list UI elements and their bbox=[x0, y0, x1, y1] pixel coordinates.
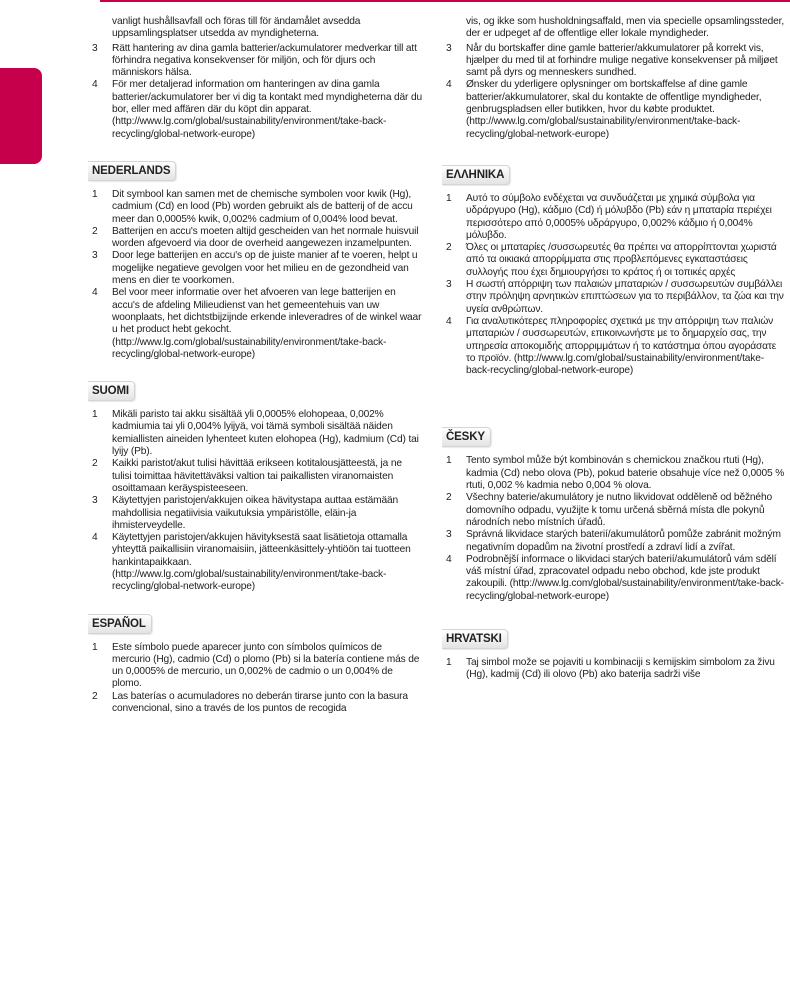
nederlands-item-1: 1 Dit symbool kan samen met de chemische symbolen voor kwik (Hg), cadmium (Cd) en lood (Pb) worden gebruikt als de batterij of de accu meer dan 0,0005% kwik, 0,002% cadmium of 0,004% lood bevat. bbox=[92, 188, 413, 225]
heading-cesky: ČESKY bbox=[442, 427, 491, 447]
cesky-item-3: 3 Správná likvidace starých baterií/akumulátorů pomůže zabránit možným negativním dopadům na životní prostředí a zdraví lidí a zvířat. bbox=[446, 529, 781, 553]
dansk-item-4: 4 Ønsker du yderligere oplysninger om bortskaffelse af dine gamle batterier/akkumulatorer, skal du kontakte de offentlige myndigheder, genbrugspladsen eller butikken, hvor du købte produktet. (http://www.lg.com/global/sustainability/environment/take-back-recycling/global-network-europe) bbox=[446, 79, 762, 140]
ellinika-item-1: 1 Αυτό το σύμβολο ενδέχεται να συνδυάζεται με χημικά σύμβολα για υδράργυρο (Hg), κάδμιο (Cd) ή μόλυβδο (Pb) εάν η μπαταρία περιέχει περισσότερο από 0,0005% υδράργυρο, 0,002% κάδμιο ή 0,004% μόλυβδο. bbox=[446, 192, 772, 241]
svenska-item-4: 4 För mer detaljerad information om hanteringen av dina gamla batterier/ackumulatorer ber vi dig ta kontakt med myndigheterna där du bor, eller med affären där du köpt din apparat. (http://www.lg.com/global/sustainability/environment/take-back-recycling/global-network-europe) bbox=[92, 79, 423, 140]
hrvatski-item-1: 1 Taj simbol može se pojaviti u kombinaciji s kemijskim simbolom za živu (Hg), kadmij (Cd) ili olovo (Pb) ako baterija sadrži više bbox=[446, 656, 775, 681]
nederlands-item-3: 3 Door lege batterijen en accu's op de juiste manier af te voeren, helpt u mogelijke negatieve gevolgen voor het milieu en de gezondheid van mens en dier te voorkomen. bbox=[92, 250, 418, 287]
cesky-item-2: 2 Všechny baterie/akumulátory je nutno likvidovat odděleně od běžného domovního odpadu, využijte k tomu určená sběrná místa dle pokynů národních nebo místních úřadů. bbox=[446, 492, 772, 528]
nederlands-item-4: 4 Bel voor meer informatie over het afvoeren van lege batterijen en accu's de afdeling Milieudienst van het gemeentehuis van uw woonplaats, het dichtstbijzijnde erkende inleveradres of de winkel waar u het product hebt gekocht. (http://www.lg.com/global/sustainability/environment/take-back-recycling/global-network-europe) bbox=[92, 287, 422, 360]
left-column bbox=[92, 16, 422, 715]
right-column bbox=[446, 16, 786, 682]
heading-hrvatski: HRVATSKI bbox=[442, 629, 508, 649]
dansk-continuation: vis, og ikke som husholdningsaffald, men via specielle opsamlingssteder, der er udpeget af de offentlige eller lokale myndigheder. bbox=[466, 16, 785, 40]
heading-espanol: ESPAÑOL bbox=[88, 614, 152, 634]
ellinika-item-3: 3 Η σωστή απόρριψη των παλαιών μπαταριών / συσσωρευτών συμβάλλει στην πρόληψη αρνητικών επιπτώσεων για το περιβάλλον, τα ζώα και την υγεία ανθρώπων. bbox=[446, 279, 784, 315]
suomi-item-1: 1 Mikäli paristo tai akku sisältää yli 0,0005% elohopeaa, 0,002% kadmiumia tai yli 0,004% lyijyä, voi tämä symboli sisältää näiden kemiallisten aineiden lyhenteet kuten elohopea (Hg), kadmium (Cd) tai lyijy (Pb). bbox=[92, 409, 419, 458]
svenska-item-3: 3 Rätt hantering av dina gamla batterier/ackumulatorer medverkar till att förhindra negativa konsekvenser för miljön, och för djurs och människors hälsa. bbox=[92, 42, 417, 79]
heading-nederlands: NEDERLANDS bbox=[88, 161, 176, 181]
ellinika-item-2: 2 Όλες οι μπαταρίες /συσσωρευτές θα πρέπει να απορρίπτονται χωριστά από τα οικιακά απορρίμματα στις προβλεπόμενες εγκαταστάσεις συλλογής που έχει δημιουργήσει το κράτος ή οι τοπικές αρχές bbox=[446, 242, 777, 278]
dansk-item-3: 3 Når du bortskaffer dine gamle batterier/akkumulatorer på korrekt vis, hjælper du med til at forhindre mulige negative konsekvenser på miljøet samt på dyrs og menneskers sundhed. bbox=[446, 42, 778, 79]
ellinika-item-4: 4 Για αναλυτικότερες πληροφορίες σχετικά με την απόρριψη των παλιών μπαταριών / συσσωρευτών, επικοινωνήστε με το δημαρχείο σας, την υπηρεσία αποκομιδής απορριμμάτων ή το κατάστημα όπου αγοράσατε το προϊόν. (http://www.lg.com/global/sustainability/environment/take-back-recycling/global-network-europe) bbox=[446, 315, 777, 377]
suomi-item-3: 3 Käytettyjen paristojen/akkujen oikea hävitystapa auttaa estämään mahdollisia negatiivisia vaikutuksia ympäristölle, eläin-ja ihmisterveydelle. bbox=[92, 495, 399, 531]
heading-suomi: SUOMI bbox=[88, 381, 135, 401]
suomi-item-2: 2 Kaikki paristot/akut tulisi hävittää erikseen kotitalousjätteestä, ja ne tulisi toimittaa hävitettäväksi valtion tai paikallisten viranomaisten osoittamaan keräyspisteeseen. bbox=[92, 458, 402, 494]
side-language-tab bbox=[0, 68, 42, 164]
cesky-item-1: 1 Tento symbol může být kombinován s chemickou značkou rtuti (Hg), kadmia (Cd) nebo olova (Pb), pokud baterie obsahuje více než 0,0005 % rtuti, 0,002 % kadmia nebo 0,004 % olova. bbox=[446, 455, 785, 492]
heading-ellinika: ΕΛΛΗΝΙΚΑ bbox=[442, 165, 510, 185]
espanol-item-2: 2 Las baterías o acumuladores no deberán tirarse junto con la basura convencional, sino a través de los puntos de recogida bbox=[92, 690, 408, 715]
top-accent-line bbox=[100, 0, 790, 2]
espanol-item-1: 1 Este símbolo puede aparecer junto con símbolos químicos de mercurio (Hg), cadmio (Cd) o plomo (Pb) si la batería contiene más de un 0,0005% de mercurio, un 0,002% de cadmio o un 0,004% de plomo. bbox=[92, 641, 420, 690]
svenska-continuation: vanligt hushållsavfall och föras till för ändamålet avsedda uppsamlingsplatser utsedda av myndigheterna. bbox=[112, 16, 361, 40]
nederlands-item-2: 2 Batterijen en accu's moeten altijd gescheiden van het normale huisvuil worden afgevoerd via door de overheid aangewezen inzamelpunten. bbox=[92, 225, 419, 250]
cesky-item-4: 4 Podrobnější informace o likvidaci starých baterií/akumulátorů vám sdělí váš místní úřad, zpracovatel odpadu nebo obchod, kde jste produkt zakoupili. (http://www.lg.com/global/sustainability/environment/take-back-recycling/global-network-europe) bbox=[446, 553, 784, 602]
suomi-item-4: 4 Käytettyjen paristojen/akkujen hävityksestä saat lisätietoja ottamalla yhteyttä paikallisiin viranomaisiin, jätteenkäsittely-yhtiöön tai tuotteen hankintapaikkaan. (http://www.lg.com/global/sustainability/environment/take-back-recycling/global-network-europe) bbox=[92, 532, 411, 593]
